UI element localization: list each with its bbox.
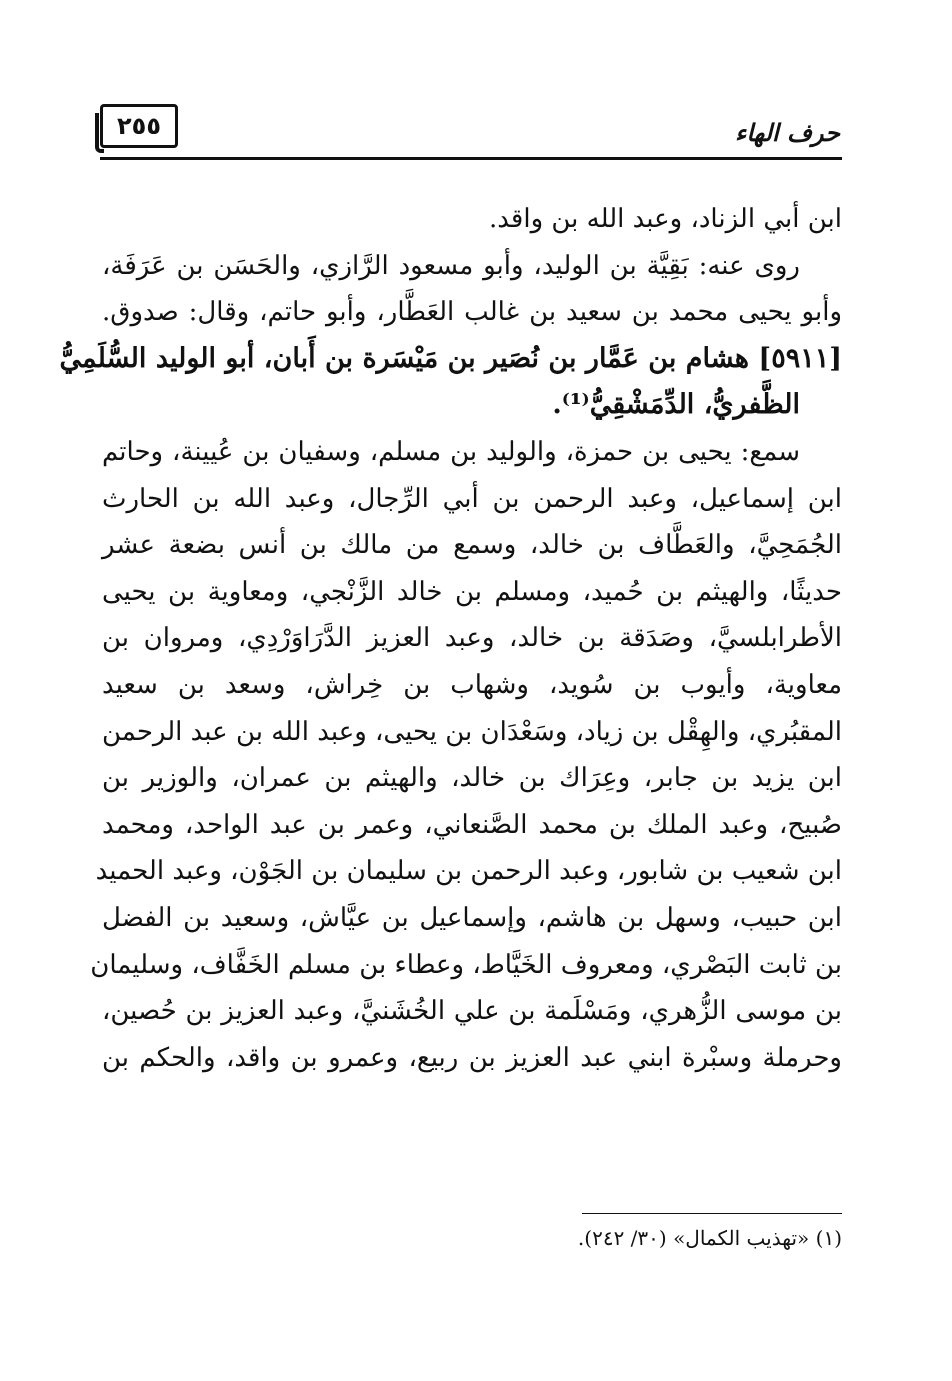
text-line: ابن إسماعيل، وعبد الرحمن بن أبي الرِّجال، وعبد الله بن الحارث xyxy=(102,483,843,514)
page-number-frame xyxy=(100,104,178,148)
text-line: ابن يزيد بن جابر، وعِرَاك بن خالد، والهيثم بن عمران، والوزير بن xyxy=(102,763,842,794)
page-number: ٢٥٥ xyxy=(117,112,161,140)
text-line: المقبُري، والهِقْل بن زياد، وسَعْدَان بن يحيى، وعبد الله بن عبد الرحمن xyxy=(102,716,842,747)
footnote: (١) «تهذيب الكمال» (٣٠/ ٢٤٢). xyxy=(577,1226,842,1250)
body-text xyxy=(59,196,843,1081)
entry-heading: [٥٩١١] هشام بن عَمَّار بن نُصَير بن مَيْسَرة بن أَبان، أبو الوليد السُّلَمِيُّ xyxy=(59,342,842,374)
entry-heading-continued: الظَّفريُّ، الدِّمَشْقِيُّ⁽¹⁾. xyxy=(552,389,800,421)
text-line: بن موسى الزُّهري، ومَسْلَمة بن علي الخُشَنيَّ، وعبد العزيز بن حُصين، xyxy=(102,996,842,1027)
text-line: الجُمَحِيَّ، والعَطَّاف بن خالد، وسمع من مالك بن أنس بضعة عشر xyxy=(102,530,842,561)
text-line: سمع: يحيى بن حمزة، والوليد بن مسلم، وسفيان بن عُيينة، وحاتم xyxy=(102,436,800,467)
footnote-rule xyxy=(582,1213,842,1214)
running-head: حرف الهاء xyxy=(735,118,840,147)
text-line: الأطرابلسيَّ، وصَدَقة بن خالد، وعبد العزيز الدَّرَاوَرْدِي، ومروان بن xyxy=(102,623,842,654)
text-line: حديثًا، والهيثم بن حُميد، ومسلم بن خالد الزَّنْجي، ومعاوية بن يحيى xyxy=(102,576,842,607)
text-line: معاوية، وأيوب بن سُويد، وشهاب بن خِراش، وسعد بن سعيد xyxy=(102,669,842,700)
text-line: وحرملة وسبْرة ابني عبد العزيز بن ربيع، وعمرو بن واقد، والحكم بن xyxy=(102,1042,842,1073)
text-line: ابن حبيب، وسهل بن هاشم، وإسماعيل بن عيَّاش، وسعيد بن الفضل xyxy=(102,902,842,933)
text-line: روى عنه: بَقِيَّة بن الوليد، وأبو مسعود الرَّازي، والحَسَن بن عَرَفَة، xyxy=(102,250,800,281)
text-line: ابن شعيب بن شابور، وعبد الرحمن بن سليمان بن الجَوْن، وعبد الحميد xyxy=(95,856,842,887)
text-line: ابن أبي الزناد، وعبد الله بن واقد. xyxy=(489,204,842,234)
text-line: بن ثابت البَصْري، ومعروف الخَيَّاط، وعطاء بن مسلم الخَفَّاف، وسليمان xyxy=(90,949,842,980)
text-line: صُبيح، وعبد الملك بن محمد الصَّنعاني، وعمر بن عبد الواحد، ومحمد xyxy=(102,809,842,840)
header-rule xyxy=(100,157,842,160)
page-header xyxy=(100,100,840,160)
text-line: وأبو يحيى محمد بن سعيد بن غالب العَطَّار، وأبو حاتم، وقال: صدوق. xyxy=(102,297,842,328)
